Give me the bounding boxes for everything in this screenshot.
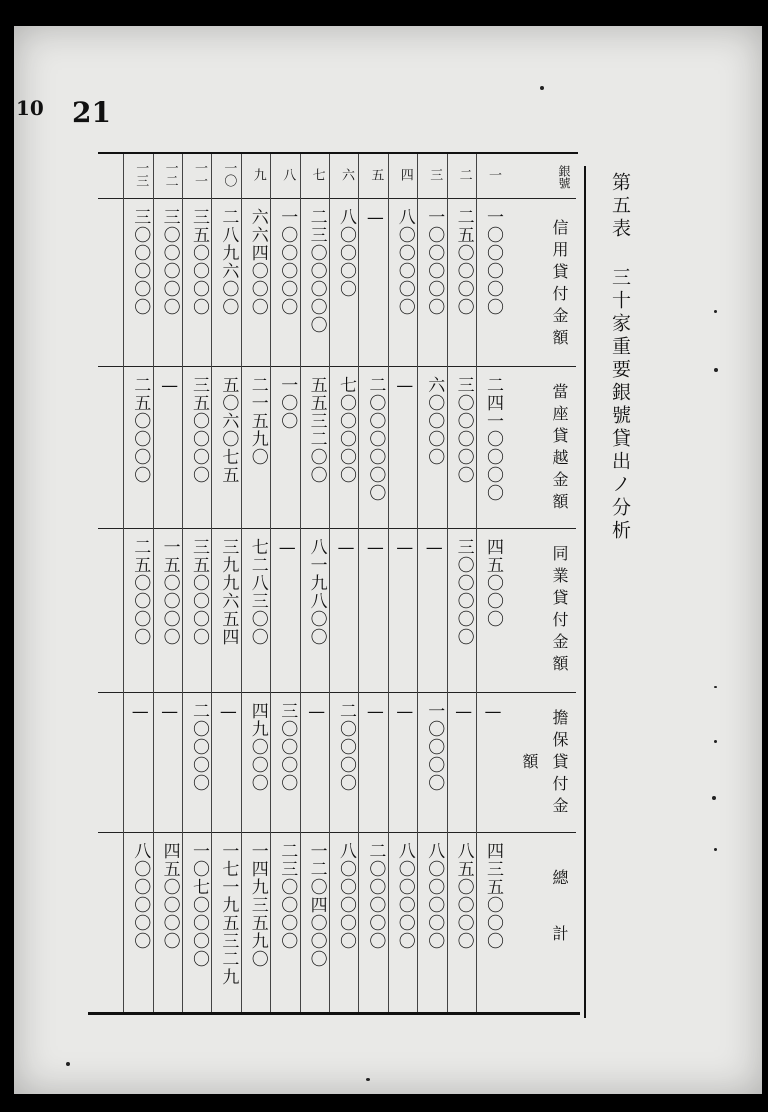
header-secured: 擔保貸付金額 [520,709,569,819]
row-number: 一三 [133,161,149,187]
table-cell: 一〇〇 [277,376,298,430]
table-cell: 四五〇〇〇〇 [159,842,180,950]
table-column [388,154,421,1012]
table-cell: 七二八三〇〇 [247,538,268,646]
table-cell: 二八九六〇〇 [218,208,239,316]
table-cell: 八一九八〇〇 [306,538,327,646]
header-credit: 信用貸付金額 [550,219,569,351]
table-cell: 四九〇〇〇 [247,702,268,792]
header-interbank: 同業貸付金額 [550,545,569,677]
table-cell: 二四一〇〇〇〇 [483,376,503,502]
table-cell: 二一五九〇 [247,376,268,466]
table-column [270,154,303,1012]
table-cell: — [218,702,239,723]
table-cell: 二〇〇〇〇 [189,702,209,792]
row-number: 五 [368,167,384,181]
table-cell: 四三五〇〇〇 [483,842,503,950]
table-cell: 一二〇四〇〇〇 [306,842,327,968]
table-cell: 八五〇〇〇〇 [453,842,474,950]
table-cell: 四五〇〇〇 [483,538,503,628]
row-number: 四 [397,167,413,181]
row-number: 三 [427,167,443,181]
margin-speck [712,796,716,800]
table-cell: — [365,538,386,559]
table-cell: — [277,538,298,559]
table-column [241,154,274,1012]
table-cell: 三〇〇〇〇〇 [159,208,180,316]
table-cell: 二〇〇〇〇〇 [365,842,386,950]
table-cell: 二〇〇〇〇〇〇 [365,376,386,502]
table-cell: 八〇〇〇〇〇 [424,842,445,950]
margin-speck [366,1078,370,1081]
table-cell: — [159,376,180,397]
header-overdraft: 當座貸越金額 [550,383,569,515]
row-number: 六 [339,167,354,181]
table-cell: 二五〇〇〇〇 [130,538,151,646]
table-cell: — [130,702,151,723]
table-cell: 一四九三五九〇 [247,842,268,968]
table-cell: 三九九六五四 [218,538,239,646]
table-cell: 三五〇〇〇〇 [189,376,209,484]
margin-speck [714,368,718,372]
table-cell: 六六四〇〇〇 [247,208,268,316]
table-cell: 八〇〇〇〇〇 [130,842,151,950]
table-column [447,154,480,1012]
corner-label-1: 銀號 [557,165,571,189]
table-cell: — [453,702,474,723]
table-cell: 八〇〇〇〇〇 [336,842,356,950]
table-cell: 八〇〇〇〇〇 [394,208,415,316]
row-number: 九 [250,167,266,181]
table-column [182,154,215,1012]
table-column [476,154,509,1012]
table-cell: 八〇〇〇〇 [336,208,356,298]
page-number-left: 10 [16,96,44,120]
table-cell: 三〇〇〇〇 [277,702,298,792]
margin-speck [714,848,717,851]
table-cell: — [159,702,180,723]
table-column [358,154,391,1012]
table-cell: 三五〇〇〇〇 [189,538,209,646]
table-cell: 二五〇〇〇〇 [130,376,151,484]
table-cell: 一五〇〇〇〇 [159,538,180,646]
table-cell: 二三〇〇〇〇 [277,842,298,950]
table-cell: — [483,702,503,723]
table-bottom-rule [88,1012,580,1015]
table-column [300,154,333,1012]
header-corner [508,156,574,198]
table-cell: — [306,702,327,723]
row-number: 一〇 [221,161,237,187]
margin-speck [714,686,717,688]
table-cell: 一〇七〇〇〇〇 [189,842,209,968]
table-column [153,154,186,1012]
table-cell: — [394,376,415,397]
margin-speck [66,1062,70,1066]
table-cell: 五五三二〇〇 [306,376,327,484]
table-cell: 三〇〇〇〇〇 [453,376,474,484]
margin-speck [714,310,717,313]
table-cell: 七〇〇〇〇〇 [336,376,356,484]
table-cell: 一七一九五三二九 [218,842,239,986]
table-column [329,154,362,1012]
table-cell: — [336,538,356,559]
row-number: 一一 [192,161,207,187]
margin-speck [714,740,717,743]
table-cell: 六〇〇〇〇 [424,376,445,466]
table-column [211,154,244,1012]
table-cell: 二三〇〇〇〇〇 [306,208,327,334]
table-cell: 二五〇〇〇〇 [453,208,474,316]
table-cell: 三〇〇〇〇〇 [130,208,151,316]
table-column [417,154,450,1012]
table-cell: — [365,208,386,229]
table-cell: 三〇〇〇〇〇 [453,538,474,646]
row-number: 二 [456,167,472,181]
table-cell: 八〇〇〇〇〇 [394,842,415,950]
table-cell: — [394,702,415,723]
table-cell: 一〇〇〇〇〇 [277,208,298,316]
table-right-rule [584,166,586,1018]
table-cell: 一〇〇〇〇 [424,702,445,792]
header-total: 總計 [550,869,569,981]
table-title: 第五表 三十家重要銀號貸出ノ分析 [609,172,631,543]
table-cell: — [365,702,386,723]
table-cell: — [424,538,445,559]
table-cell: 二〇〇〇〇 [336,702,356,792]
table-cell: 一〇〇〇〇〇 [424,208,445,316]
table-cell: 一〇〇〇〇〇 [483,208,503,316]
table-cell: 三五〇〇〇〇 [189,208,209,316]
table-cell: — [394,538,415,559]
row-number: 一 [486,167,501,181]
page-number: 21 [72,96,111,129]
margin-speck [540,86,544,90]
row-number: 八 [280,167,296,181]
row-number: 七 [309,167,325,181]
table-column [123,154,156,1012]
row-number: 一二 [162,161,178,187]
table-cell: 五〇六〇七五 [218,376,239,484]
